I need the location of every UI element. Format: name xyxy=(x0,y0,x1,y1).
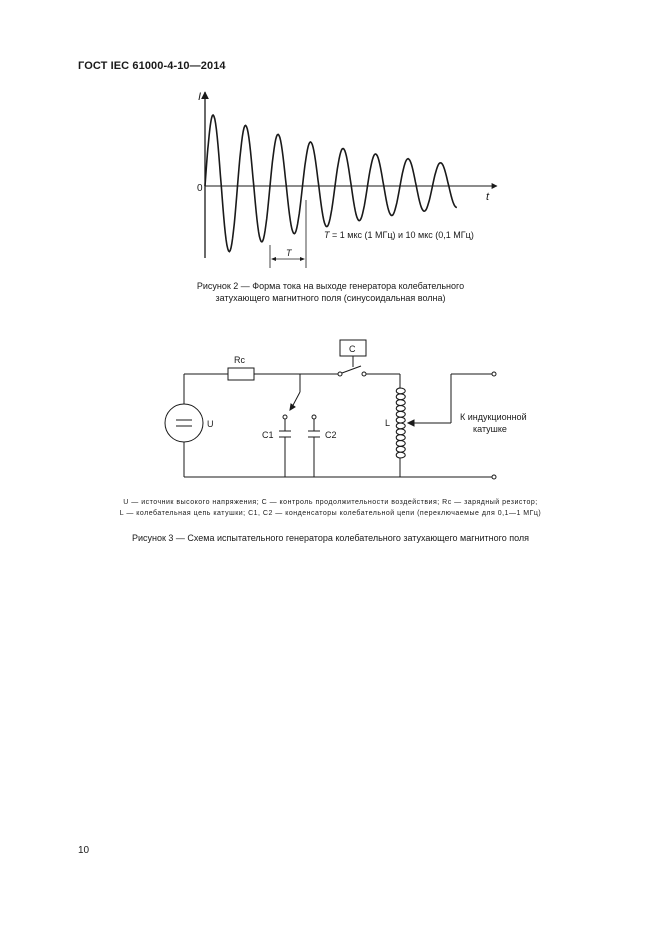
figure-3-legend-line2: L — колебательная цепь катушки; C1, C2 — конденсаторы колебательной цепи (переключаемые для 0,1—1 МГц) xyxy=(119,510,542,517)
output-label-line2: катушке xyxy=(473,424,507,434)
output-terminal-top xyxy=(492,372,496,376)
coil-l xyxy=(396,388,405,458)
figure-2-waveform xyxy=(0,0,661,290)
period-label: T xyxy=(286,248,292,258)
period-arrow-right xyxy=(300,257,305,261)
c1-label: C1 xyxy=(262,430,274,440)
output-terminal-bottom xyxy=(492,475,496,479)
y-axis-label: I xyxy=(198,91,202,103)
capacitor-switch-arrow xyxy=(290,404,295,410)
u-label: U xyxy=(207,419,214,429)
charging-resistor-rc xyxy=(228,368,254,380)
main-switch-contact-right xyxy=(362,372,366,376)
main-switch-contact-left xyxy=(338,372,342,376)
output-label-line1: К индукционной xyxy=(460,412,527,422)
coil-tap-arrow xyxy=(408,420,414,426)
voltage-source-u xyxy=(165,404,203,442)
period-annotation: T = 1 мкс (1 МГц) и 10 мкс (0,1 МГц) xyxy=(324,230,474,240)
document-header: ГОСТ IEC 61000-4-10—2014 xyxy=(78,60,226,72)
main-switch-blade xyxy=(342,366,361,373)
period-arrow-left xyxy=(271,257,276,261)
l-label: L xyxy=(385,418,391,428)
figure-2-caption-line1: Рисунок 2 — Форма тока на выходе генератора колебательного xyxy=(196,281,465,291)
x-axis-label: t xyxy=(486,191,490,203)
rc-label: Rc xyxy=(234,355,245,365)
figure-3-caption: Рисунок 3 — Схема испытательного генератора колебательного затухающего магнитного поля xyxy=(131,533,530,543)
c-label: C xyxy=(349,344,356,354)
capacitor-switch-contact-1 xyxy=(283,415,287,419)
figure-3-circuit xyxy=(0,330,661,510)
page-number: 10 xyxy=(78,845,90,856)
zero-label: 0 xyxy=(197,183,203,194)
capacitor-switch-contact-2 xyxy=(312,415,316,419)
figure-2-caption-line2: затухающего магнитного поля (синусоидальная волна) xyxy=(215,293,446,303)
c2-label: C2 xyxy=(325,430,337,440)
figure-3-legend-line1: U — источник высокого напряжения; C — контроль продолжительности воздействия; Rc — зарядный резистор; xyxy=(123,499,538,506)
